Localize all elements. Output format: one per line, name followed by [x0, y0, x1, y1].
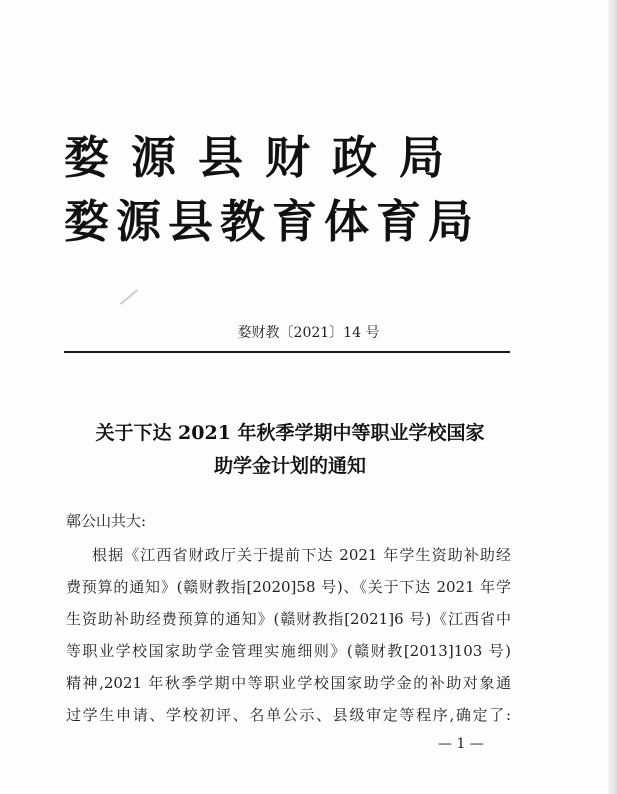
page-number: — 1 — [438, 736, 484, 752]
document-title-line-1: 关于下达 2021 年秋季学期中等职业学校国家 [95, 422, 485, 444]
body-line: 生资助补助经费预算的通知》(赣财教指[2021]6 号)《江西省中 [66, 610, 511, 628]
body-line: 精神,2021 年秋季学期中等职业学校国家助学金的补助对象通 [66, 674, 511, 692]
document-title-line-2: 助学金计划的通知 [213, 455, 366, 477]
issuer-name-education-bureau: 婺源县教育体育局 [64, 195, 481, 248]
scan-mark [120, 289, 138, 305]
page-edge-shadow [608, 0, 617, 794]
body-line: 等职业学校国家助学金管理实施细则》(赣财教[2013]103 号) [66, 642, 511, 660]
salutation: 鄣公山共大: [66, 512, 147, 530]
body-line: 过学生申请、学校初评、名单公示、县级审定等程序,确定了: [66, 706, 511, 724]
document-number: 婺财教〔2021〕14 号 [237, 325, 380, 341]
body-line: 根据《江西省财政厅关于提前下达 2021 年学生资助补助经 [92, 546, 511, 564]
issuer-name-finance-bureau: 婺源县财政局 [64, 131, 467, 184]
body-line: 费预算的通知》(赣财教指[2020]58 号)、《关于下达 2021 年学 [66, 578, 511, 596]
header-divider [64, 351, 510, 353]
